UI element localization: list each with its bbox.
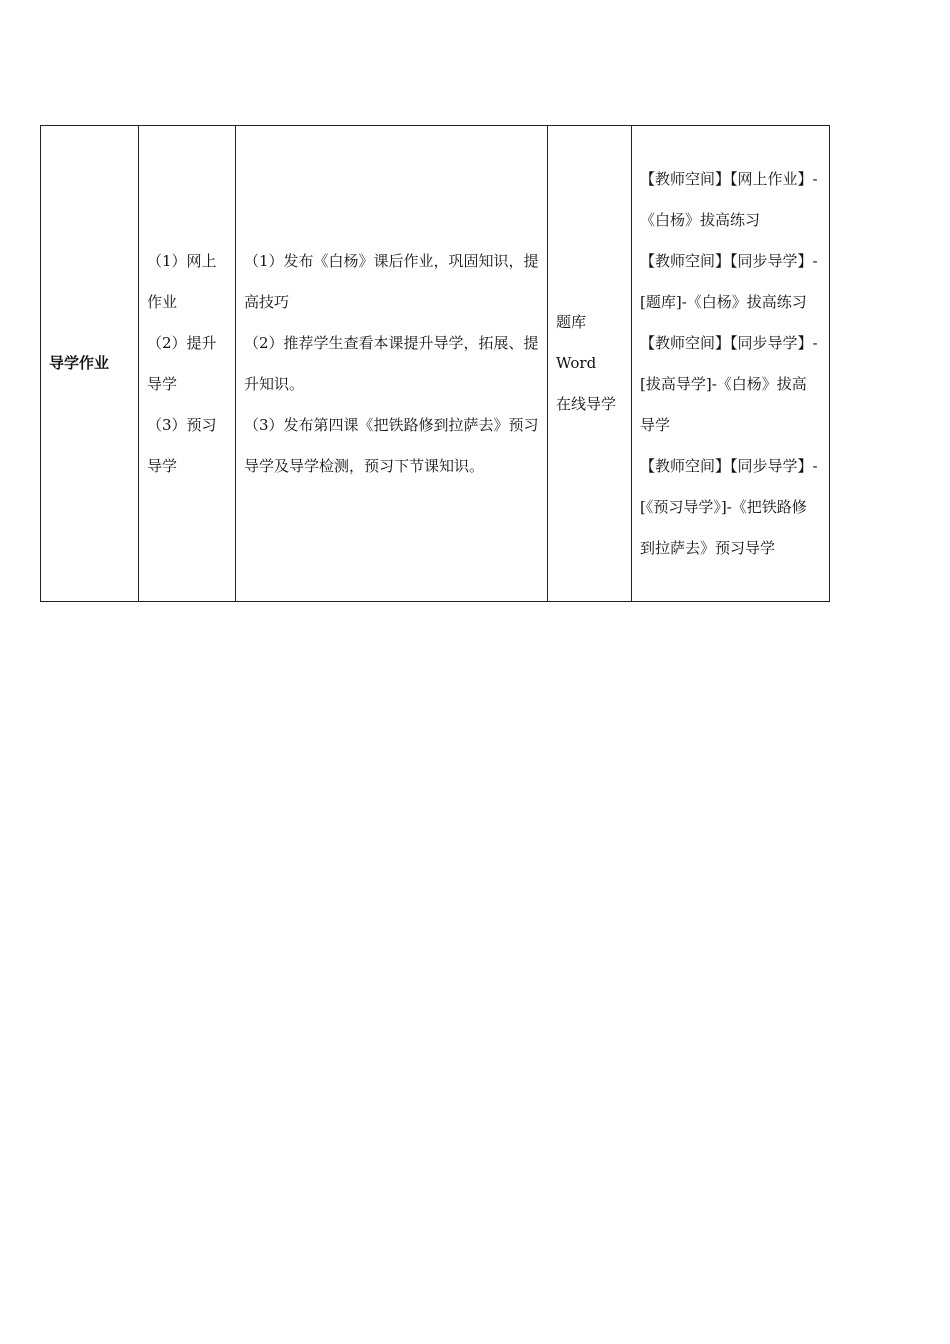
resource-item: 题库 bbox=[556, 313, 587, 331]
list-item: （3）预习导学 bbox=[147, 415, 217, 475]
path-item: 【教师空间】【网上作业】-《白杨》拔高练习 bbox=[640, 169, 818, 229]
list-item: （2）提升导学 bbox=[147, 333, 217, 393]
steps-cell bbox=[236, 126, 548, 602]
path-item: 【教师空间】【同步导学】-[拔高导学]-《白杨》拔高导学 bbox=[640, 333, 818, 434]
step-item: （3）发布第四课《把铁路修到拉萨去》预习导学及导学检测，预习下节课知识。 bbox=[244, 415, 539, 475]
homework-table bbox=[40, 125, 830, 602]
resource-item: Word bbox=[556, 354, 597, 372]
step-item: （1）发布《白杨》课后作业，巩固知识，提高技巧 bbox=[244, 251, 539, 311]
resource-item: 在线导学 bbox=[556, 395, 617, 413]
items-cell bbox=[139, 126, 236, 602]
step-item: （2）推荐学生查看本课提升导学，拓展、提升知识。 bbox=[244, 333, 539, 393]
list-item: （1）网上作业 bbox=[147, 251, 217, 311]
path-item: 【教师空间】【同步导学】-[《预习导学》]-《把铁路修到拉萨去》预习导学 bbox=[640, 456, 818, 557]
resources-cell bbox=[548, 126, 632, 602]
paths-cell bbox=[632, 126, 830, 602]
table-row bbox=[41, 126, 830, 602]
section-label: 导学作业 bbox=[41, 126, 139, 602]
path-item: 【教师空间】【同步导学】-[题库]-《白杨》拔高练习 bbox=[640, 251, 818, 311]
